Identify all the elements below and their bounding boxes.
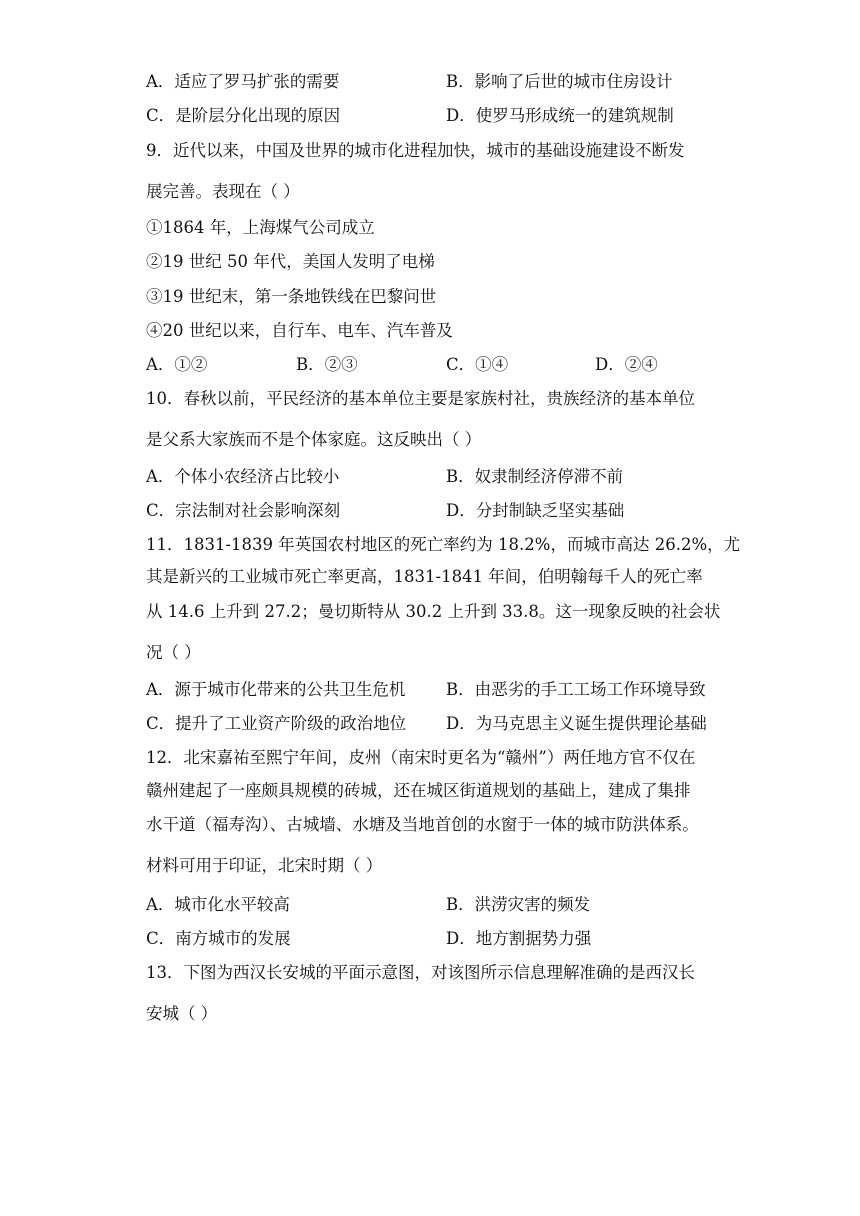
q9-item-1: ①1864 年，上海煤气公司成立 <box>146 218 375 237</box>
q9-option-d: D．②④ <box>595 355 658 374</box>
q10-option-a: A．个体小农经济占比较小 <box>146 467 340 486</box>
q10-option-d: D．分封制缺乏坚实基础 <box>446 501 625 520</box>
q9-item-2: ②19 世纪 50 年代，美国人发明了电梯 <box>146 252 435 271</box>
q12-stem-line4: 材料可用于印证，北宋时期（ ） <box>146 856 383 875</box>
q8-option-c: C．是阶层分化出现的原因 <box>146 106 341 125</box>
q12-option-b: B．洪涝灾害的频发 <box>446 895 591 914</box>
q9-stem-line1: 9．近代以来，中国及世界的城市化进程加快，城市的基础设施建设不断发 <box>146 141 685 160</box>
q11-option-c: C．提升了工业资产阶级的政治地位 <box>146 714 407 733</box>
q11-stem-line3: 从 14.6 上升到 27.2；曼切斯特从 30.2 上升到 33.8。这一现象反映的社会状 <box>146 602 721 621</box>
q12-option-d: D．地方割据势力强 <box>446 929 592 948</box>
q11-stem-line4: 况（ ） <box>146 643 201 662</box>
q9-item-3: ③19 世纪末，第一条地铁线在巴黎问世 <box>146 287 437 306</box>
q8-option-d: D．使罗马形成统一的建筑规制 <box>446 106 674 125</box>
q9-item-4: ④20 世纪以来，自行车、电车、汽车普及 <box>146 321 453 340</box>
q12-stem-line1: 12．北宋嘉祐至熙宁年间，皮州（南宋时更名为“赣州”）两任地方官不仅在 <box>146 748 696 767</box>
q13-stem-line1: 13．下图为西汉长安城的平面示意图，对该图所示信息理解准确的是西汉长 <box>146 963 695 982</box>
q12-stem-line2: 赣州建起了一座颇具规模的砖城，还在城区街道规划的基础上，建成了集排 <box>146 781 691 800</box>
q11-stem-line2: 其是新兴的工业城市死亡率更高，1831-1841 年间，伯明翰每千人的死亡率 <box>146 567 703 586</box>
q12-stem-line3: 水干道（福寿沟）、古城墙、水塘及当地首创的水窗于一体的城市防洪体系。 <box>146 815 699 834</box>
q8-option-b: B．影响了后世的城市住房设计 <box>446 72 673 91</box>
q13-stem-line2: 安城（ ） <box>146 1004 218 1023</box>
q9-option-b: B．②③ <box>296 355 358 374</box>
q9-option-a: A．①② <box>146 355 208 374</box>
q8-option-a: A．适应了罗马扩张的需要 <box>146 72 340 91</box>
q11-option-d: D．为马克思主义诞生提供理论基础 <box>446 714 707 733</box>
q10-option-c: C．宗法制对社会影响深刻 <box>146 501 341 520</box>
q12-option-c: C．南方城市的发展 <box>146 929 291 948</box>
q10-stem-line2: 是父系大家族而不是个体家庭。这反映出（ ） <box>146 430 482 449</box>
q10-option-b: B．奴隶制经济停滞不前 <box>446 467 624 486</box>
q12-option-a: A．城市化水平较高 <box>146 895 290 914</box>
q11-stem-line1: 11．1831-1839 年英国农村地区的死亡率约为 18.2%，而城市高达 26.2%，尤 <box>146 535 741 554</box>
q11-option-b: B．由恶劣的手工工场工作环境导致 <box>446 680 706 699</box>
q11-option-a: A．源于城市化带来的公共卫生危机 <box>146 680 406 699</box>
q9-option-c: C．①④ <box>446 355 509 374</box>
q10-stem-line1: 10．春秋以前，平民经济的基本单位主要是家族村社，贵族经济的基本单位 <box>146 389 695 408</box>
q9-stem-line2: 展完善。表现在（ ） <box>146 182 300 201</box>
